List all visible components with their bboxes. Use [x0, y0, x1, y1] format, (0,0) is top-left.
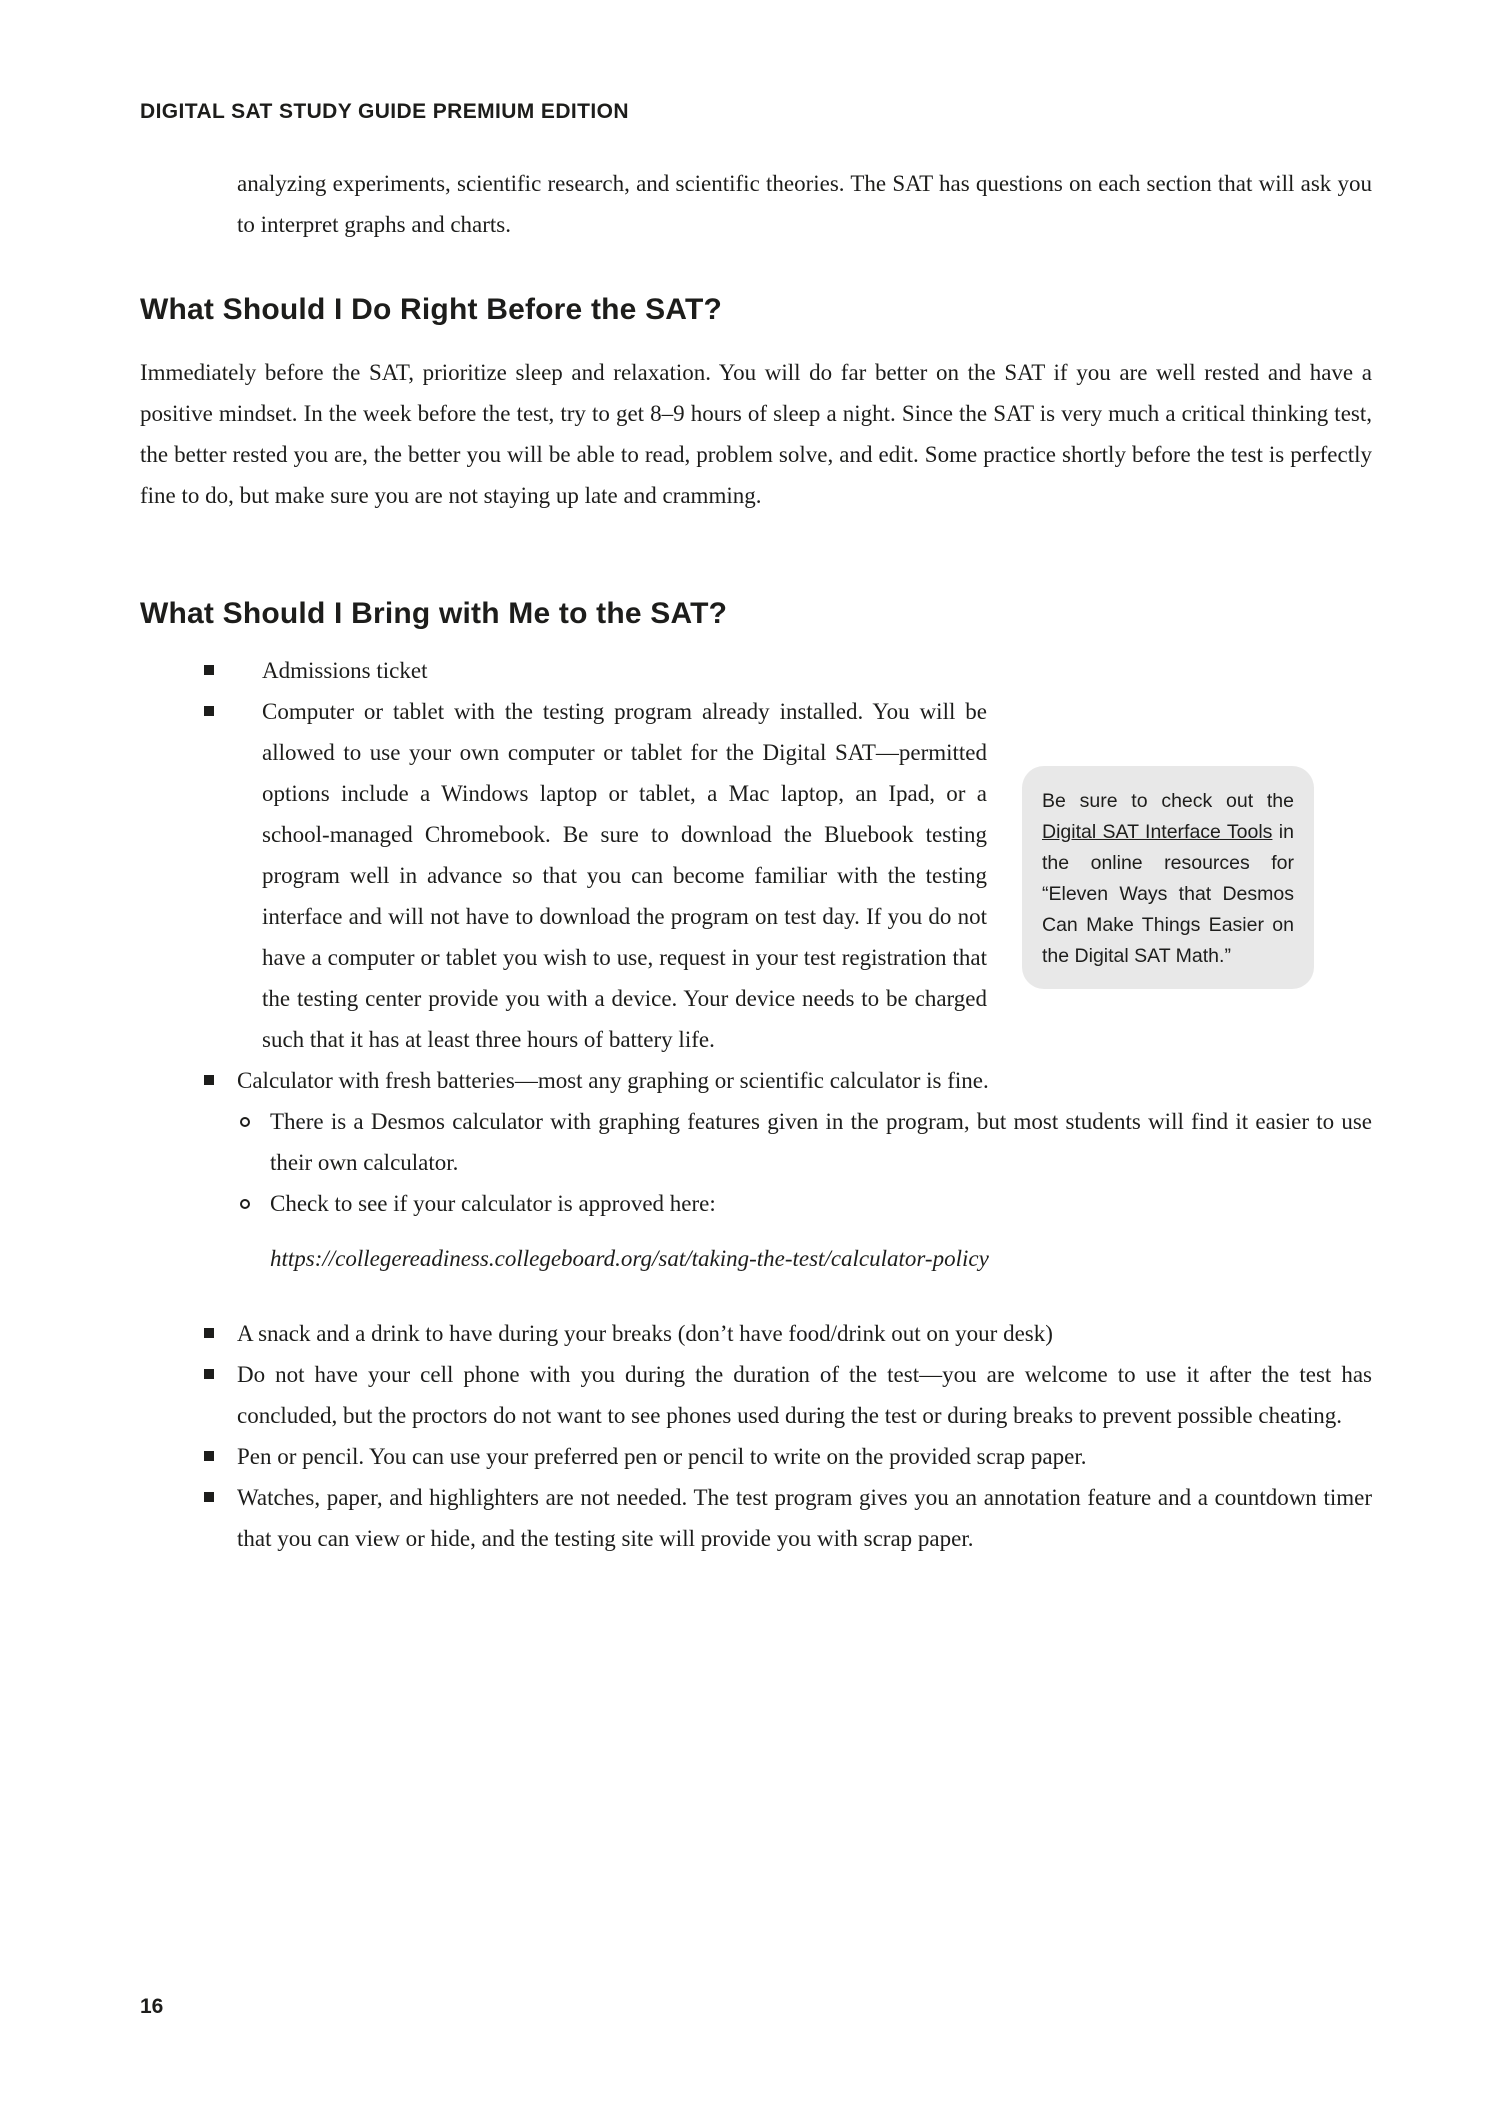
calculator-policy-url-line	[140, 1238, 1372, 1279]
list-item-text: Do not have your cell phone with you during the duration of the test—you are welcome to use it after the test has concluded, but the proctors do not want to see phones used during the test or during breaks to prevent possible cheating.	[237, 1362, 1372, 1428]
page-number: 16	[140, 1995, 164, 2018]
list-item-admissions-ticket	[140, 650, 1372, 691]
list-item-text: Admissions ticket	[262, 658, 428, 683]
heading-right-before-sat: What Should I Do Right Before the SAT?	[140, 293, 722, 326]
list-item-text: Pen or pencil. You can use your preferred pen or pencil to write on the provided scrap paper.	[237, 1444, 1087, 1469]
sub-item-text: Check to see if your calculator is approved here:	[270, 1191, 716, 1216]
circle-bullet-icon	[240, 1199, 250, 1209]
calculator-policy-url[interactable]: https://collegereadiness.collegeboard.org/sat/taking-the-test/calculator-policy	[270, 1246, 989, 1271]
sub-item-text: There is a Desmos calculator with graphing features given in the program, but most students will find it easier to use their own calculator.	[270, 1109, 1372, 1175]
square-bullet-icon	[204, 1369, 214, 1379]
list-item-calculator	[140, 1060, 1372, 1101]
list-item-cell-phone	[140, 1354, 1372, 1436]
list-item-watches-paper	[140, 1477, 1372, 1559]
square-bullet-icon	[204, 1075, 214, 1085]
list-item-snack-drink	[140, 1313, 1372, 1354]
square-bullet-icon	[204, 1492, 214, 1502]
callout-text-after-link: in the online resources for “Eleven Ways that Desmos Can Make Things Easier on the Digital SAT Math.”	[1042, 821, 1294, 967]
sub-item-calculator-approved	[140, 1183, 1372, 1224]
sub-item-desmos-calculator	[140, 1101, 1372, 1183]
digital-sat-interface-tools-link[interactable]: Digital SAT Interface Tools	[1042, 821, 1273, 843]
sidebar-callout-box	[1022, 766, 1314, 989]
heading-bring-to-sat: What Should I Bring with Me to the SAT?	[140, 597, 728, 630]
list-item-text: Watches, paper, and highlighters are not needed. The test program gives you an annotation feature and a countdown timer that you can view or hide, and the testing site will provide you with scrap paper.	[237, 1485, 1372, 1551]
list-item-text: A snack and a drink to have during your breaks (don’t have food/drink out on your desk)	[237, 1321, 1053, 1346]
list-item-text: Calculator with fresh batteries—most any graphing or scientific calculator is fine.	[237, 1068, 989, 1093]
square-bullet-icon	[204, 1328, 214, 1338]
paragraph-right-before-sat: Immediately before the SAT, prioritize sleep and relaxation. You will do far better on the SAT if you are well rested and have a positive mindset. In the week before the test, try to get 8–9 hours of sleep a night. Since the SAT is very much a critical thinking test, the better rested you are, the better you will be able to read, problem solve, and edit. Some practice shortly before the test is perfectly fine to do, but make sure you are not staying up late and cramming.	[140, 360, 1372, 508]
square-bullet-icon	[204, 665, 214, 675]
callout-text-before-link: Be sure to check out the	[1042, 790, 1294, 812]
list-item-text: Computer or tablet with the testing program already installed. You will be allowed to use your own computer or tablet for the Digital SAT—permitted options include a Windows laptop or tablet, a Mac laptop, an Ipad, or a school-managed Chromebook. Be sure to download the Bluebook testing program well in advance so that you can become familiar with the testing interface and will not have to download the program on test day. If you do not have a computer or tablet you wish to use, request in your test registration that the testing center provide you with a device. Your device needs to be charged such that it has at least three hours of battery life.	[262, 699, 987, 1052]
square-bullet-icon	[204, 706, 214, 716]
list-item-pen-pencil	[140, 1436, 1372, 1477]
square-bullet-icon	[204, 1451, 214, 1461]
circle-bullet-icon	[240, 1117, 250, 1127]
running-header: DIGITAL SAT STUDY GUIDE PREMIUM EDITION	[140, 100, 629, 123]
intro-paragraph: analyzing experiments, scientific research, and scientific theories. The SAT has questions on each section that will ask you to interpret graphs and charts.	[237, 171, 1372, 237]
